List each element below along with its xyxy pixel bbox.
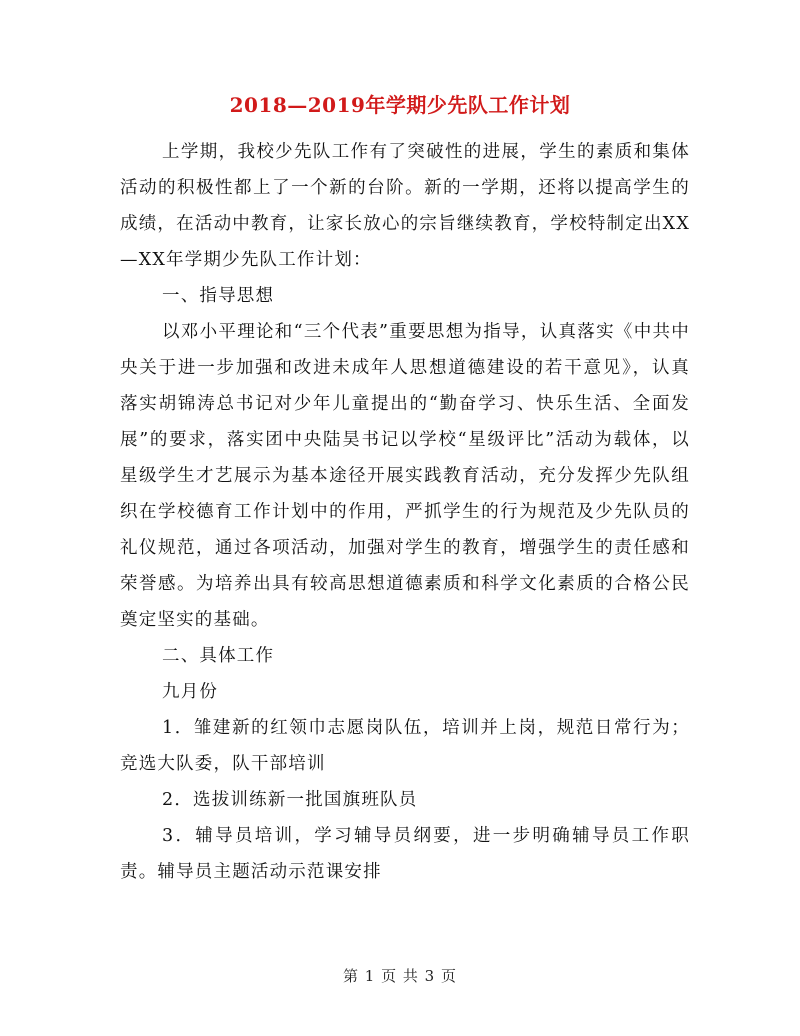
section-heading-guiding-ideology: 一、指导思想 [162,286,275,306]
list-item-1: 1．雏建新的红领巾志愿岗队伍，培训并上岗，规范日常行为；竞选大队委，队干部培训 [120,718,690,774]
paragraph-guiding-ideology: 以邓小平理论和“三个代表”重要思想为指导，认真落实《中共中央关于进一步加强和改进未成年人思想道德建设的若干意见》，认真落实胡锦涛总书记对少年儿童提出的“勤奋学习、快乐生活、全面发展”的要求，落实团中央陆昊书记以学校“星级评比”活动为载体，以星级学生才艺展示为基本途径开展实践教育活动，充分发挥少先队组织在学校德育工作计划中的作用，严抓学生的行为规范及少先队员的礼仪规范，通过各项活动，加强对学生的教育，增强学生的责任感和荣誉感。为培养出具有较高思想道德素质和科学文化素质的合格公民奠定坚实的基础。 [120,322,690,630]
list-item-2: 2．选拔训练新一批国旗班队员 [162,790,418,810]
month-heading-september: 九月份 [162,682,219,702]
document-body [120,134,690,890]
section-heading-specific-work: 二、具体工作 [162,646,275,666]
paragraph-intro: 上学期，我校少先队工作有了突破性的进展，学生的素质和集体活动的积极性都上了一个新的台阶。新的一学期，还将以提高学生的成绩，在活动中教育，让家长放心的宗旨继续教育，学校特制定出XX—XX年学期少先队工作计划： [120,142,690,270]
page-number: 第 1 页 共 3 页 [343,967,457,985]
document-title: 2018—2019年学期少先队工作计划 [229,93,571,117]
list-item-3: 3．辅导员培训，学习辅导员纲要，进一步明确辅导员工作职责。辅导员主题活动示范课安排 [120,826,690,882]
